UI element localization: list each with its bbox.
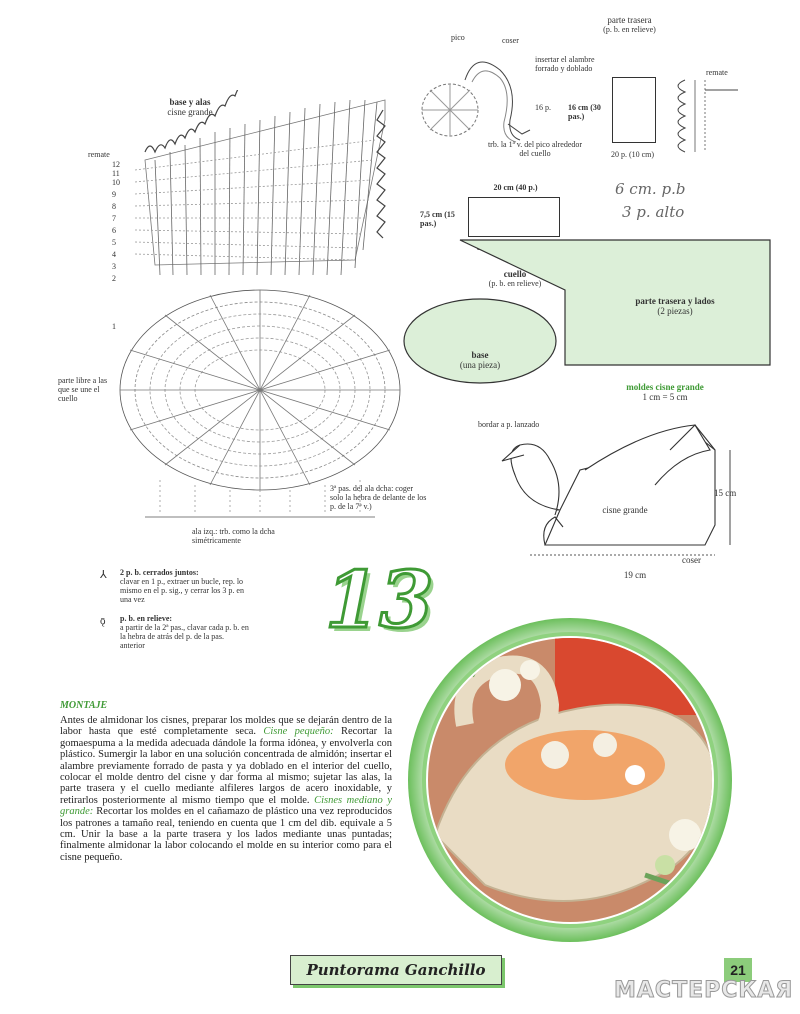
montaje-body xyxy=(60,715,392,863)
small-swan-label: Cisne pequeño: xyxy=(263,726,334,738)
remate-label: remate xyxy=(88,150,110,159)
small-swan-text: Recortar la gomaespuma a la medida adecuada dándole la forma idónea, y envolverla con plástico. Sumergir la labor en una solución concentrada de almidón; insertar el alambre previamente forrado de pasta y ya doblado en el interior del cuello, colocar el molde dentro del cisne y dar forma al mismo; sujetar las alas, la parte trasera y el cuello mediante alfileres largos de acero inoxidable, y retirarlos posteriormente al mismo tiempo que el molde. xyxy=(60,726,392,806)
handwritten-line-2: 3 p. alto xyxy=(622,203,685,221)
swan-photo xyxy=(405,615,740,945)
back-remate-label: remate xyxy=(706,68,728,77)
back-part-height: 16 cm (30 pas.) xyxy=(568,103,601,121)
magazine-title: Puntorama Ganchillo xyxy=(290,955,502,985)
swan-body-label: cisne grande xyxy=(602,505,648,515)
chart-title: base y alas cisne grande xyxy=(167,97,213,117)
cuello-rect xyxy=(468,197,560,237)
watermark: МАСТЕРСКАЯ xyxy=(614,978,794,1003)
trb-note: trb. la 1ª v. del pico alrededor del cuello xyxy=(487,140,583,158)
decrease-symbol-icon: ⅄ xyxy=(100,569,107,581)
back-part-width: 20 p. (10 cm) xyxy=(610,150,655,159)
cuello-width: 20 cm (40 p.) xyxy=(493,183,538,192)
montaje-title: MONTAJE xyxy=(60,700,108,711)
montaje-intro: Antes de almidonar los cisnes, preparar los moldes que se dejarán dentro de la labor hasta que esté completamente seca. xyxy=(60,715,392,738)
relief-stitch-symbol-icon: ǭ xyxy=(100,615,106,627)
crochet-chart xyxy=(115,90,405,530)
swan-coser: coser xyxy=(682,555,701,565)
swan-width: 19 cm xyxy=(623,570,647,580)
legend-item-2: ǭ p. b. en relieve: a partir de la 2ª pas., clavar cada p. b. en la hebra de atrás del p. de la pas. anterior xyxy=(100,614,249,650)
pattern-number: 13 xyxy=(325,555,434,646)
medium-swan-label: Cisnes mediano y grande: xyxy=(60,794,393,818)
p16-label: 16 p. xyxy=(535,103,551,112)
templates-title: moldes cisne grande 1 cm = 5 cm xyxy=(626,382,704,402)
page-number: 21 xyxy=(724,958,752,982)
wire-note: insertar el alambre forrado y doblado xyxy=(535,55,595,73)
neck-coser-label: coser xyxy=(502,36,519,45)
handwritten-line-1: 6 cm. p.b xyxy=(615,180,686,198)
swan-height: 15 cm xyxy=(714,488,737,498)
medium-swan-text: Recortar los moldes en el cañamazo de plástico una vez reproducidos los patrones a tamaño real, teniendo en cuenta que 1 cm del dib. equivale a 5 cm. Unir la base a la parte trasera y los lados mediante unas puntadas; finalmente almidonar la labor colocando el molde en su interior como para el cisne pequeño. xyxy=(60,806,392,863)
back-template-label: parte trasera y lados (2 piezas) xyxy=(635,296,715,316)
base-template-label: base (una pieza) xyxy=(459,350,501,370)
neck-diagram xyxy=(410,40,560,150)
wing-left-note: ala izq.: trb. como la dcha simétricamente xyxy=(192,527,275,545)
free-part-note: parte libre a las que se une el cuello xyxy=(58,376,108,403)
back-edge-diagram xyxy=(660,70,740,160)
cuello-height: 7,5 cm (15 pas.) xyxy=(420,210,455,228)
cuello-label: cuello (p. b. en relieve) xyxy=(488,269,542,288)
border-note: bordar a p. lanzado xyxy=(478,420,540,429)
legend-item-1: ⅄ 2 p. b. cerrados juntos: clavar en 1 p., extraer un bucle, rep. lo mismo en el p. sig., y cerrar los 3 p. en una vez xyxy=(100,568,244,604)
back-part-title: parte trasera (p. b. en relieve) xyxy=(603,15,656,34)
wing-right-note: 3ª pas. del ala dcha: coger solo la hebra de delante de los p. de la 7ª v.) xyxy=(330,484,427,511)
pico-label: pico xyxy=(451,33,465,42)
back-part-rect xyxy=(612,77,656,143)
row-numbers: 12 11 10 9 8 7 6 5 4 3 2 1 xyxy=(112,160,120,331)
